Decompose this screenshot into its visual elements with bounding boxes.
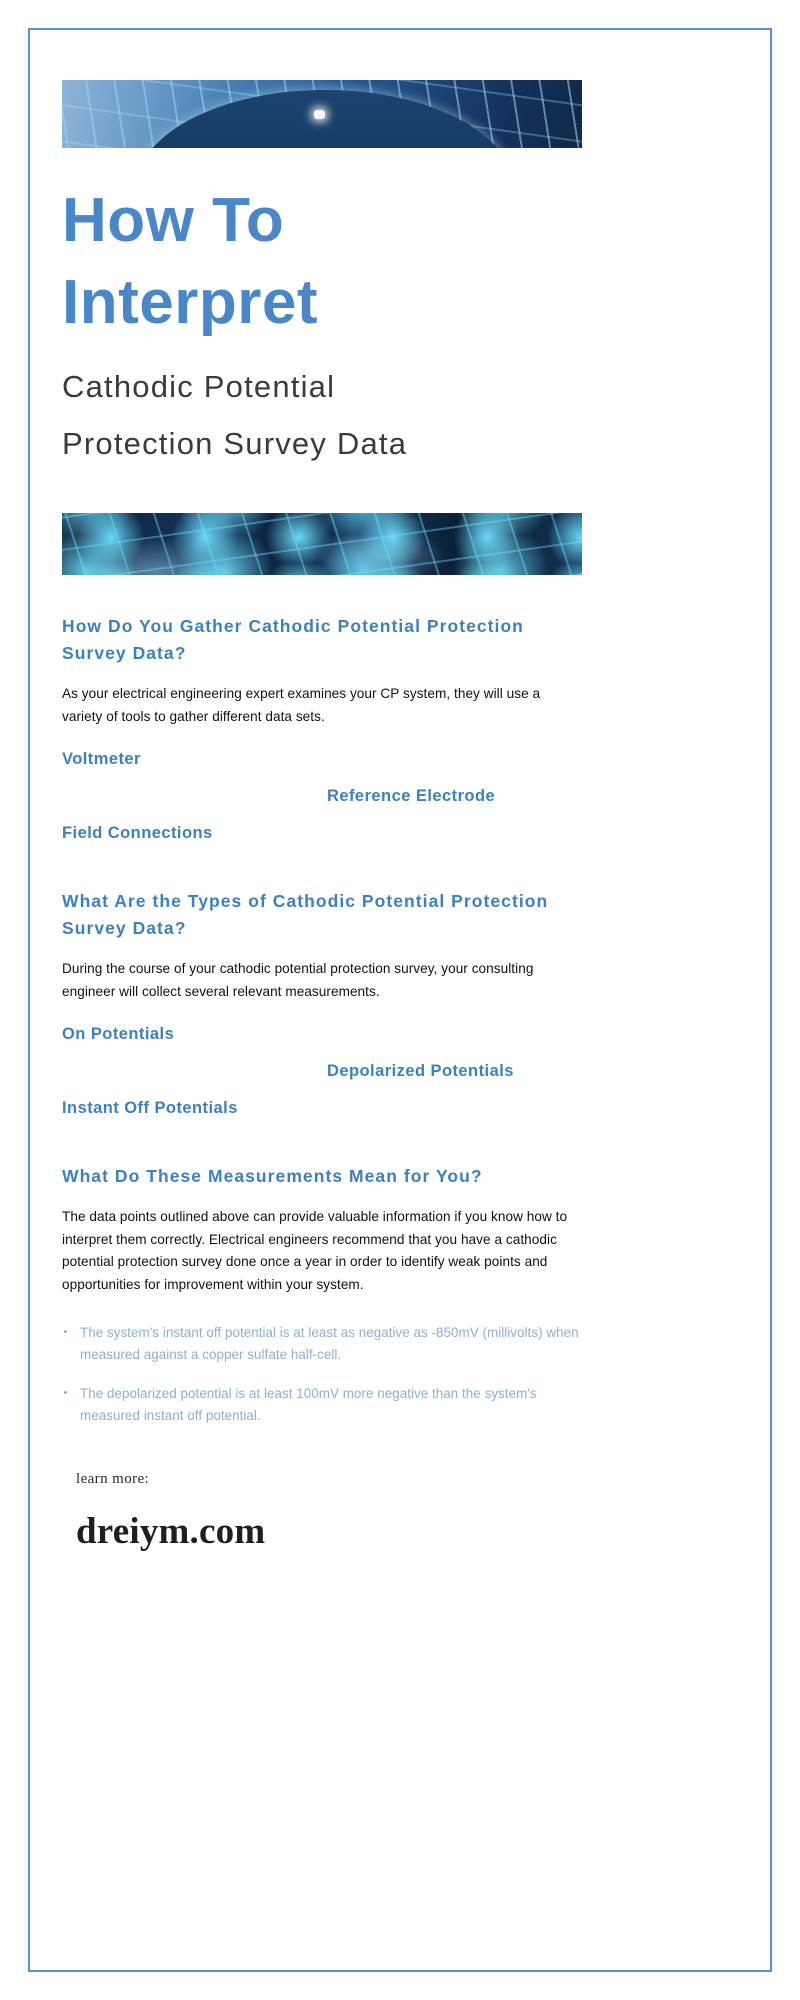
section-heading: How Do You Gather Cathodic Potential Protection Survey Data? — [62, 615, 524, 664]
page-title — [62, 180, 582, 344]
network-nodes-icon — [62, 513, 582, 575]
brand-logo[interactable]: dreiym.com — [76, 1510, 266, 1552]
keyword-list — [62, 750, 582, 850]
keyword-item: Reference Electrode — [327, 787, 496, 806]
hero-banner-image — [62, 80, 582, 148]
light-glow-icon — [314, 110, 325, 119]
keyword-item: Instant Off Potentials — [62, 1099, 238, 1118]
section-body: As your electrical engineering expert examines your CP system, they will use a variety of tools to gather different data sets. — [62, 686, 541, 724]
section-body: The data points outlined above can provide valuable information if you know how to interpret them correctly. Electrical engineers recommend that you have a cathodic potential protection survey done once a year in order to identify weak points and opportunities for improvement within your system. — [62, 1209, 568, 1292]
content-column — [62, 28, 582, 1553]
footer — [62, 1471, 582, 1553]
list-item-text: The depolarized potential is at least 100mV more negative than the system's measured instant off potential. — [80, 1386, 537, 1424]
section-heading: What Do These Measurements Mean for You? — [62, 1166, 483, 1187]
section-heading: What Are the Types of Cathodic Potential Protection Survey Data? — [62, 891, 549, 939]
section-types-of-data — [62, 888, 582, 1125]
tunnel-arc-shape — [135, 90, 515, 148]
title-line-2: Interpret — [62, 267, 318, 337]
section-gather-data — [62, 613, 582, 850]
subtitle-line-1: Cathodic Potential — [62, 368, 336, 404]
list-item — [62, 1322, 582, 1365]
section-measurements-meaning — [62, 1163, 582, 1427]
secondary-banner-image — [62, 513, 582, 575]
bullet-dot-icon — [64, 1330, 67, 1333]
list-item-text: The system's instant off potential is at least as negative as -850mV (millivolts) when measured against a copper sulfate half-cell. — [80, 1324, 579, 1362]
keyword-item: On Potentials — [62, 1025, 175, 1044]
keyword-item: Depolarized Potentials — [327, 1062, 514, 1081]
keyword-item: Field Connections — [62, 824, 213, 843]
list-item — [62, 1383, 582, 1426]
keyword-list — [62, 1025, 582, 1125]
subtitle-line-2: Protection Survey Data — [62, 426, 408, 462]
network-grid-secondary-icon — [62, 513, 582, 575]
bullet-dot-icon — [64, 1391, 67, 1394]
network-grid-icon — [62, 513, 582, 575]
section-body: During the course of your cathodic potential protection survey, your consulting engineer will collect several relevant measurements. — [62, 961, 534, 999]
bullet-list — [62, 1322, 582, 1427]
learn-more-label: learn more: — [76, 1470, 150, 1487]
title-line-1: How To — [62, 186, 285, 255]
keyword-item: Voltmeter — [62, 750, 141, 769]
page-subtitle — [62, 358, 582, 473]
